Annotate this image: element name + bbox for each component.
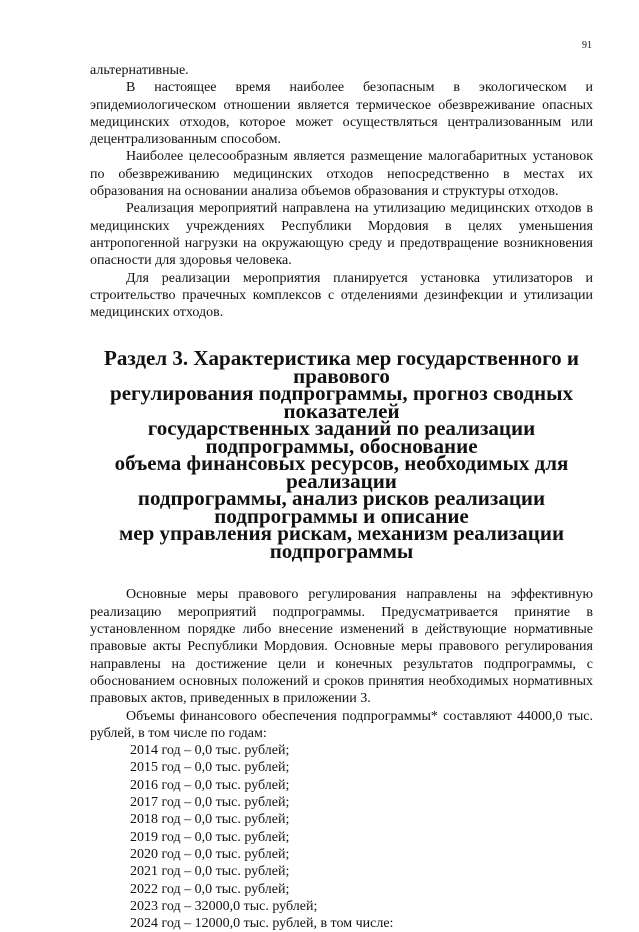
list-item: 2014 год – 0,0 тыс. рублей; — [130, 743, 290, 759]
paragraph-funding-total: Объемы финансового обеспечения подпрограммы* составляют 44000,0 тыс. рублей, в том числе по годам: — [90, 708, 593, 741]
list-item: 2024 год – 12000,0 тыс. рублей, в том числе: — [130, 916, 394, 932]
section-heading-line: мер управления рискам, механизм реализации подпрограммы — [118, 521, 565, 563]
paragraph-legal-regulation: Основные меры правового регулирования направлены на эффективную реализацию мероприятий подпрограммы. Предусматривается принятие в установленном порядке либо внесение изменений в действующие нормативные правовые акты Республики Мордовия. Основные меры правового регулирования направлены на достижение цели и конечных результатов подпрограммы, с обоснованием основных положений и сроков принятия необходимых нормативных правовых актов, приведенных в приложении 3. — [90, 587, 593, 707]
list-item: 2023 год – 32000,0 тыс. рублей; — [130, 898, 318, 914]
section-heading-line: государственных заданий по реализации подпрограммы, обоснование — [147, 416, 536, 458]
list-item: 2015 год – 0,0 тыс. рублей; — [130, 760, 290, 776]
document-body — [90, 62, 593, 932]
paragraph-thermal-disposal: В настоящее время наиболее безопасным в экологическом и эпидемиологическом отношении является термическое обезвреживание опасных медицинских отходов, которое может осуществляться централизованным или децентрализованным способом. — [90, 80, 593, 148]
list-item: 2018 год – 0,0 тыс. рублей; — [130, 812, 290, 828]
section-heading — [98, 346, 585, 563]
list-item: 2022 год – 0,0 тыс. рублей; — [130, 881, 290, 897]
list-item: 2020 год – 0,0 тыс. рублей; — [130, 846, 290, 862]
list-item: 2016 год – 0,0 тыс. рублей; — [130, 777, 290, 793]
list-item: 2021 год – 0,0 тыс. рублей; — [130, 864, 290, 880]
list-item: 2019 год – 0,0 тыс. рублей; — [130, 829, 290, 845]
section-heading-line: объема финансовых ресурсов, необходимых для реализации — [114, 451, 569, 493]
section-heading-line: подпрограммы, анализ рисков реализации подпрограммы и описание — [137, 486, 546, 528]
paragraph-measures-goal: Реализация мероприятий направлена на утилизацию медицинских отходов в медицинских учреждениях Республики Мордовия в целях уменьшения антропогенной нагрузки на окружающую среду и предотвращение возникновения опасности для здоровья человека. — [90, 201, 593, 269]
paragraph-small-installations: Наиболее целесообразным является размещение малогабаритных установок по обезвреживанию медицинских отходов непосредственно в местах их образования на основании анализа объемов образования и структуры отходов. — [90, 149, 593, 200]
paragraph-continuation: альтернативные. — [90, 63, 189, 78]
page-number: 91 — [582, 40, 592, 51]
list-item: 2017 год – 0,0 тыс. рублей; — [130, 795, 290, 811]
section-heading-line: Раздел 3. Характеристика мер государственного и правового — [104, 346, 579, 388]
funding-by-year-list — [90, 742, 593, 932]
section-heading-line: регулирования подпрограммы, прогноз сводных показателей — [110, 381, 573, 423]
paragraph-installation-plan: Для реализации мероприятия планируется установка утилизаторов и строительство прачечных комплексов с отделениями дезинфекции и утилизации медицинских отходов. — [90, 270, 593, 321]
